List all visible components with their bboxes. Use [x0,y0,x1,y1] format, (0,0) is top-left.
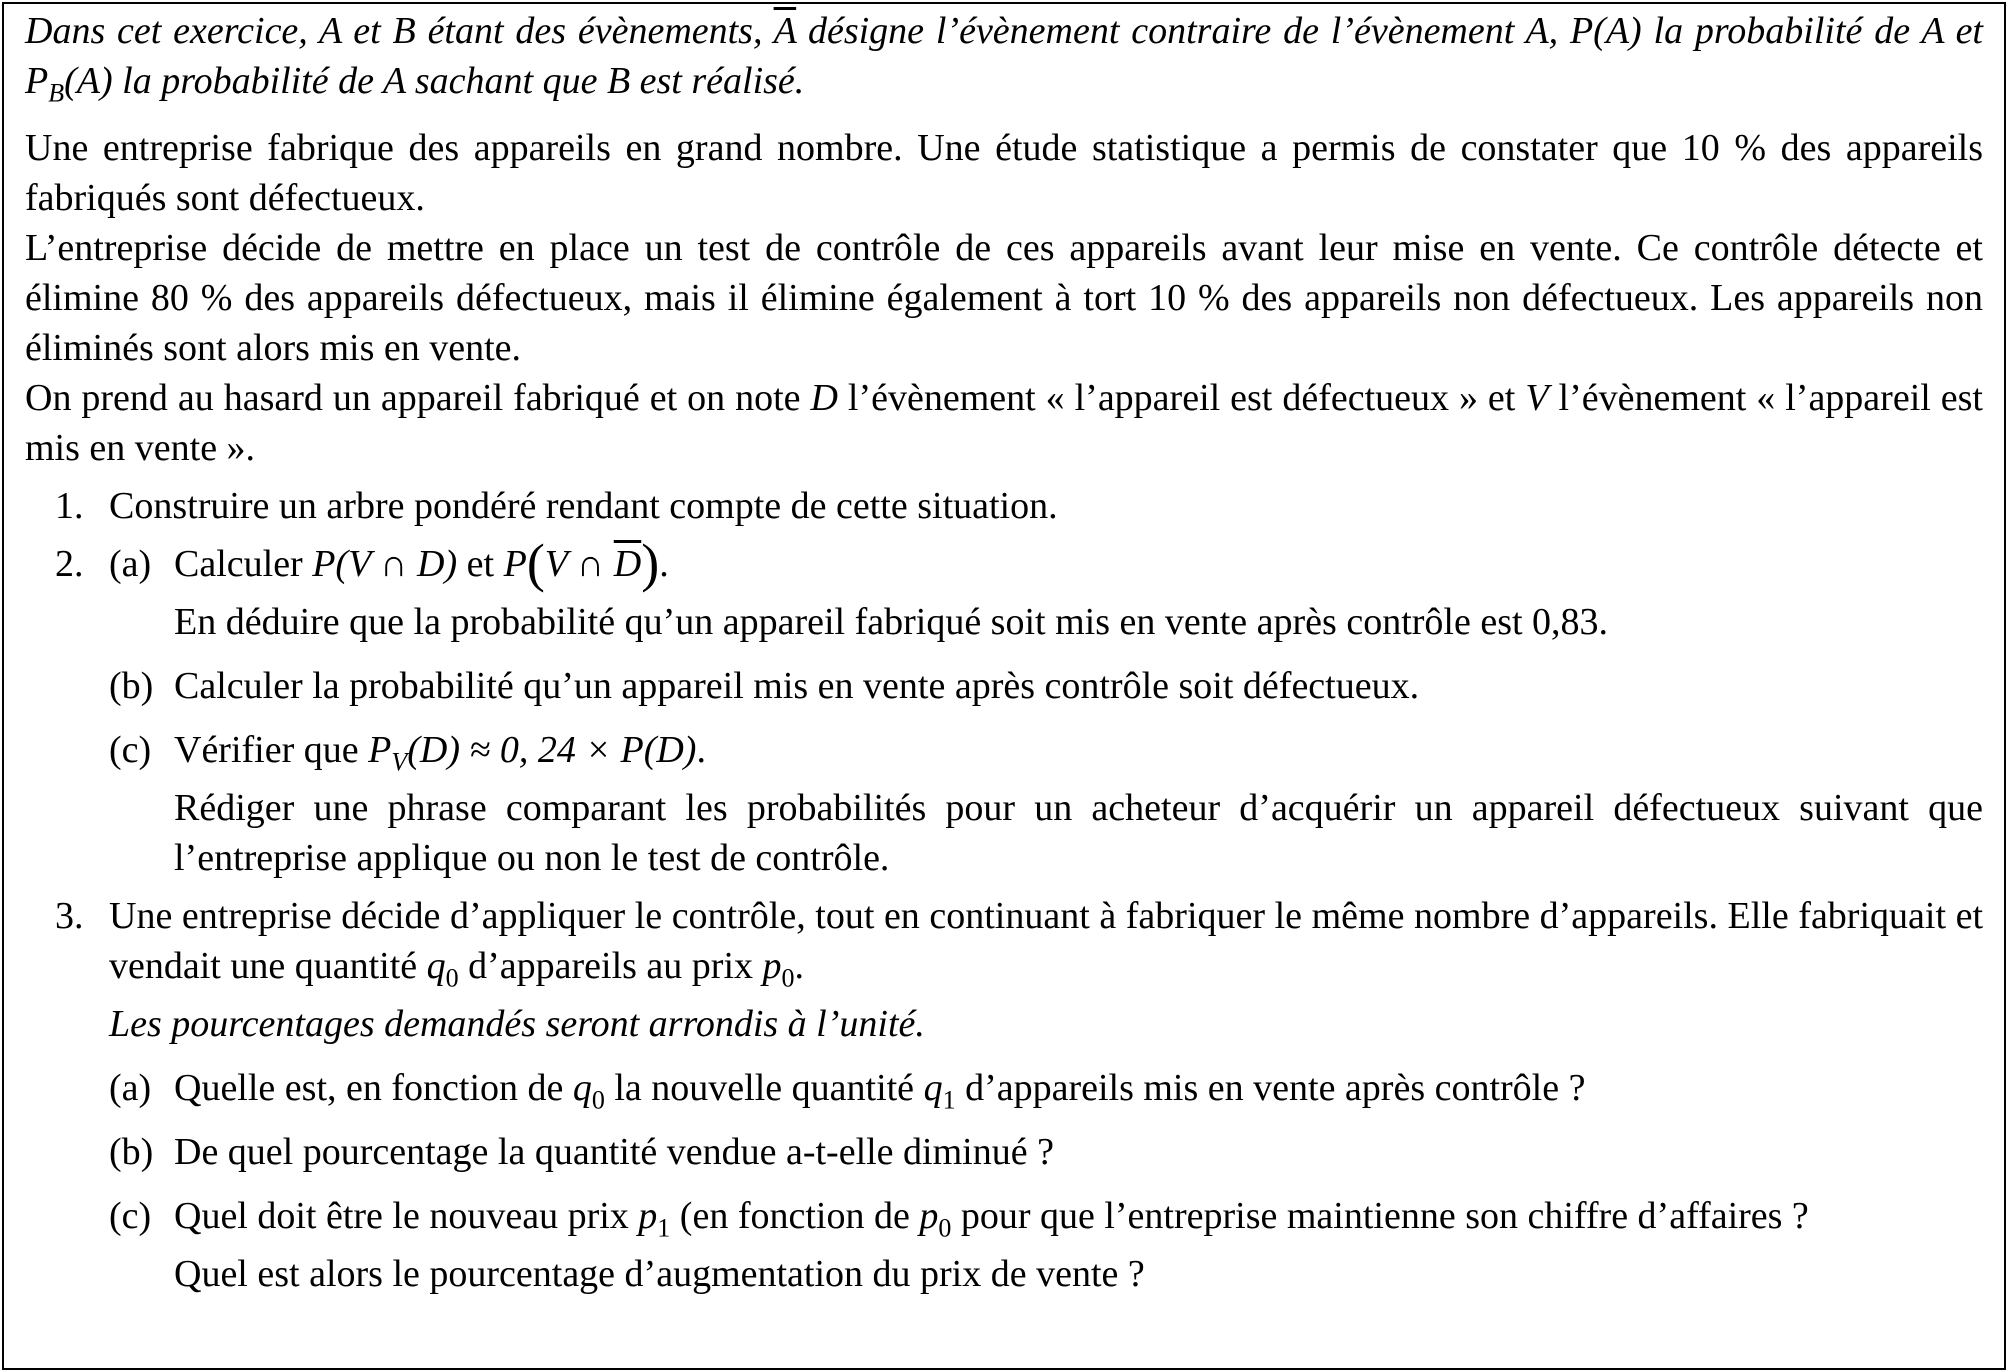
q3-text-3: . [794,945,805,987]
question-1-number: 1. [55,485,84,527]
q3c-var-p0: p [919,1195,939,1237]
question-2c-text [174,725,1983,775]
q3a-var-q1: q [923,1067,943,1109]
question-2c-label: (c) [109,729,152,771]
q2a-text-2: et [457,543,504,585]
question-2c [109,725,1983,883]
p3-text-1: On prend au hasard un appareil fabriqué et on note [25,377,811,419]
question-2a-continuation: En déduire que la probabilité qu’un appareil fabriqué soit mis en vente après contrôle est 0,83. [174,601,1609,643]
paragraph-context-3 [25,373,1983,473]
q2a-math-1: P(V ∩ D) [312,543,458,585]
question-3c [109,1191,1983,1299]
q2a-left-paren: ( [526,533,545,593]
p3-text-3: l’évènement « l’appareil est mis en vente ». [25,377,1983,469]
q2a-text-3: . [659,543,669,585]
exercise-content [25,6,1983,1299]
q3a-var-q: q [572,1067,592,1109]
p3-text-2: l’évènement « l’appareil est défectueux » et [837,377,1526,419]
question-3c-continuation: Quel est alors le pourcentage d’augmentation du prix de vente ? [174,1253,1145,1295]
question-2-number: 2. [55,543,84,585]
question-3a-label: (a) [109,1067,152,1109]
q2a-right-paren: ) [641,533,660,593]
intro-paragraph [25,6,1983,106]
q2c-subscript-v: V [391,747,408,777]
q3-var-q: q [426,945,446,987]
q3-text-1: Une entreprise décide d’appliquer le contrôle, tout en continuant à fabriquer le même nombre d’appareils. Elle fabriquait et vendait une quantité [109,895,1983,987]
q3c-var-p1: p [638,1195,658,1237]
question-3-note: Les pourcentages demandés seront arrondis à l’unité. [109,1003,925,1045]
question-2a-label: (a) [109,543,152,585]
q3a-subscript-0: 0 [591,1085,605,1115]
q3a-text-1: Quelle est, en fonction de [174,1067,573,1109]
paragraph-context-2: L’entreprise décide de mettre en place un test de contrôle de ces appareils avant leur mise en vente. Ce contrôle détecte et élimine 80 % des appareils défectueux, mais il élimine également à tort 10 % des appareils non défectueux. Les appareils non éliminés sont alors mis en vente. [25,227,1983,369]
q3-subscript-0b: 0 [781,963,795,993]
question-2 [25,533,1983,883]
question-2c-continuation: Rédiger une phrase comparant les probabilités pour un acheteur d’acquérir un appareil défectueux suivant que l’entreprise applique ou non le test de contrôle. [174,787,1983,879]
intro-text-3: (A) la probabilité de A sachant que B est réalisé. [64,60,805,102]
intro-text-2: désigne l’évènement contraire de l’évènement A, P(A) la probabilité de A et P [25,10,1983,102]
q3a-text-3: d’appareils mis en vente après contrôle ? [955,1067,1586,1109]
question-3b [109,1127,1983,1177]
intro-subscript-b: B [48,78,65,108]
question-3-text [109,891,1983,991]
q2a-math-2: V ∩ [544,543,614,585]
q2c-text-2: . [696,729,706,771]
q2c-math: (D) ≈ 0, 24 × P(D) [407,729,697,771]
question-2a [109,533,1983,647]
q3a-subscript-1: 1 [942,1085,956,1115]
q2c-text-1: Vérifier que [174,729,369,771]
event-v: V [1525,377,1549,419]
question-3 [25,891,1983,1299]
question-2b [109,661,1983,711]
q3c-text-2: (en fonction de [670,1195,920,1237]
event-d: D [810,377,838,419]
question-list [25,481,1983,1299]
q3-subscript-0: 0 [445,963,459,993]
q3-text-2: d’appareils au prix [458,945,763,987]
q2a-text-1: Calculer [174,543,313,585]
question-3b-label: (b) [109,1131,154,1173]
q2c-math-p: P [368,729,392,771]
q3c-subscript-0: 0 [938,1213,952,1243]
question-3c-label: (c) [109,1195,152,1237]
question-2a-text [174,533,1983,593]
q3a-text-2: la nouvelle quantité [604,1067,924,1109]
q3c-text-3: pour que l’entreprise maintienne son chiffre d’affaires ? [951,1195,1809,1237]
question-1-text: Construire un arbre pondéré rendant compte de cette situation. [109,485,1058,527]
question-3a [109,1063,1983,1113]
paragraph-context-1: Une entreprise fabrique des appareils en grand nombre. Une étude statistique a permis de constater que 10 % des appareils fabriqués sont défectueux. [25,127,1983,219]
d-complement-symbol: $\overline{D}$ [613,543,642,585]
question-3b-text: De quel pourcentage la quantité vendue a-t-elle diminué ? [174,1131,1054,1173]
q3-var-p: p [762,945,782,987]
q3c-subscript-1: 1 [657,1213,671,1243]
intro-text-1: Dans cet exercice, A et B étant des évènements, [25,10,774,52]
question-1 [25,481,1983,531]
question-3-number: 3. [55,895,84,937]
q2a-math-p: P [503,543,527,585]
question-3a-text [174,1063,1983,1113]
question-2b-label: (b) [109,665,154,707]
q3c-text-1: Quel doit être le nouveau prix [174,1195,639,1237]
question-2b-text: Calculer la probabilité qu’un appareil mis en vente après contrôle soit défectueux. [174,665,1420,707]
question-3c-text [174,1191,1983,1241]
a-complement-symbol: $\overline{A}$ [773,10,797,52]
